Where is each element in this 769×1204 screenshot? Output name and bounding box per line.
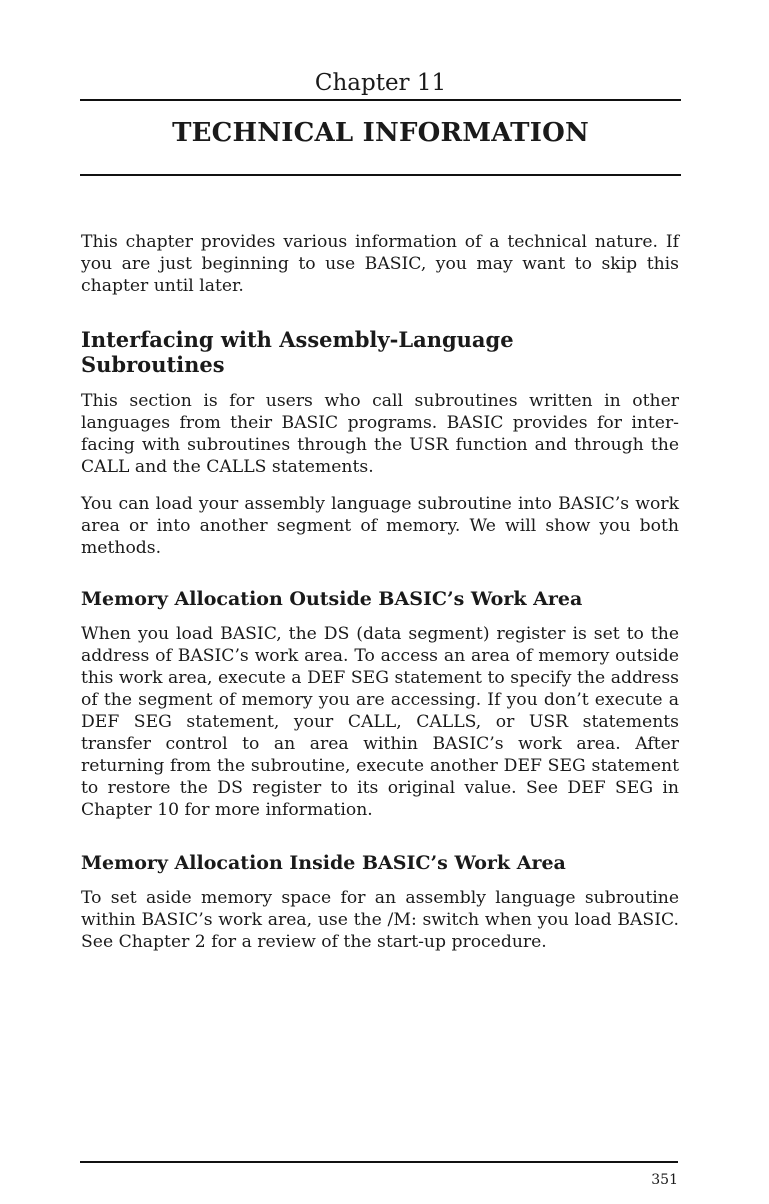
interfacing-paragraph-2: You can load your assembly language subroutine into BASIC’s work area or into another segment of memory. We will show you both methods. xyxy=(81,494,679,558)
header-bottom-rule xyxy=(80,174,681,176)
section-heading-interfacing: Interfacing with Assembly-Language Subroutines xyxy=(81,327,514,377)
footer-rule xyxy=(80,1161,678,1163)
subheading-outside-work-area: Memory Allocation Outside BASIC’s Work Area xyxy=(81,588,583,610)
interfacing-paragraph-1: This section is for users who call subroutines written in other languages from their BASIC programs. BASIC provides for inter-facing with subroutines through the USR function and through the CALL and the CALLS statements. xyxy=(81,391,679,477)
chapter-title: TECHNICAL INFORMATION xyxy=(172,118,589,148)
inside-work-area-paragraph: To set aside memory space for an assembly language subroutine within BASIC’s work area, use the /M: switch when you load BASIC. See Chapter 2 for a review of the start-up procedure. xyxy=(81,888,679,952)
subheading-inside-work-area: Memory Allocation Inside BASIC’s Work Area xyxy=(81,852,566,874)
outside-work-area-paragraph: When you load BASIC, the DS (data segment) register is set to the address of BASIC’s work area. To access an area of memory outside this work area, execute a DEF SEG statement to specify the address of the segment of memory you are accessing. If you don’t execute a DEF SEG statement, your CALL, CALLS, or USR statements transfer control to an area within BASIC’s work area. After returning from the subroutine, execute another DEF SEG statement to restore the DS register to its original value. See DEF SEG in Chapter 10 for more information. xyxy=(81,624,679,820)
page-number: 351 xyxy=(651,1172,678,1188)
chapter-label: Chapter 11 xyxy=(314,70,447,96)
intro-paragraph: This chapter provides various information of a technical nature. If you are just beginning to use BASIC, you may want to skip this chapter until later. xyxy=(81,232,679,296)
header-top-rule xyxy=(80,99,681,101)
